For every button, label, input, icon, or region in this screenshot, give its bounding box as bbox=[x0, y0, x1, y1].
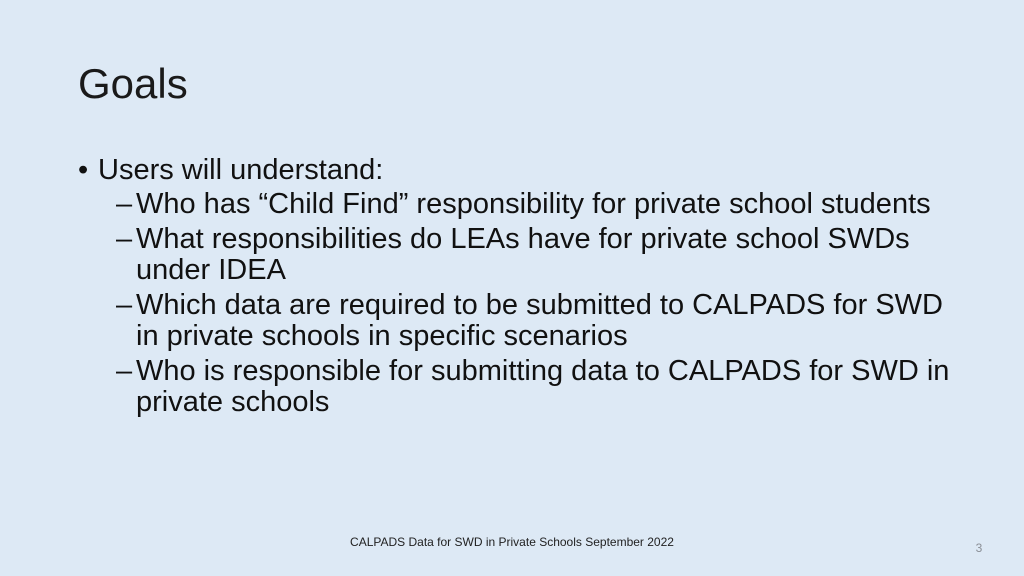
bullet-text: Users will understand: bbox=[98, 154, 384, 186]
dash-marker: – bbox=[116, 223, 133, 255]
sub-bullet-item bbox=[78, 224, 958, 286]
sub-bullet-item bbox=[78, 189, 958, 220]
sub-bullet-text: Which data are required to be submitted to CALPADS for SWD in private schools in specific scenarios bbox=[136, 289, 943, 352]
page-number: 3 bbox=[975, 541, 983, 555]
bullet-item bbox=[78, 154, 958, 187]
dash-marker: – bbox=[116, 355, 133, 387]
sub-bullet-item bbox=[78, 290, 958, 352]
dash-marker: – bbox=[116, 188, 133, 220]
slide-title: Goals bbox=[78, 60, 188, 107]
sub-bullet-text: Who has “Child Find” responsibility for private school students bbox=[136, 188, 931, 220]
slide-footer: CALPADS Data for SWD in Private Schools September 2022 bbox=[350, 535, 674, 549]
bullet-marker: • bbox=[78, 154, 89, 186]
dash-marker: – bbox=[116, 289, 133, 321]
sub-bullet-item bbox=[78, 356, 958, 418]
sub-bullet-list bbox=[78, 189, 958, 418]
sub-bullet-text: What responsibilities do LEAs have for private school SWDs under IDEA bbox=[136, 223, 910, 286]
slide-content bbox=[78, 154, 958, 422]
sub-bullet-text: Who is responsible for submitting data to CALPADS for SWD in private schools bbox=[136, 355, 950, 418]
